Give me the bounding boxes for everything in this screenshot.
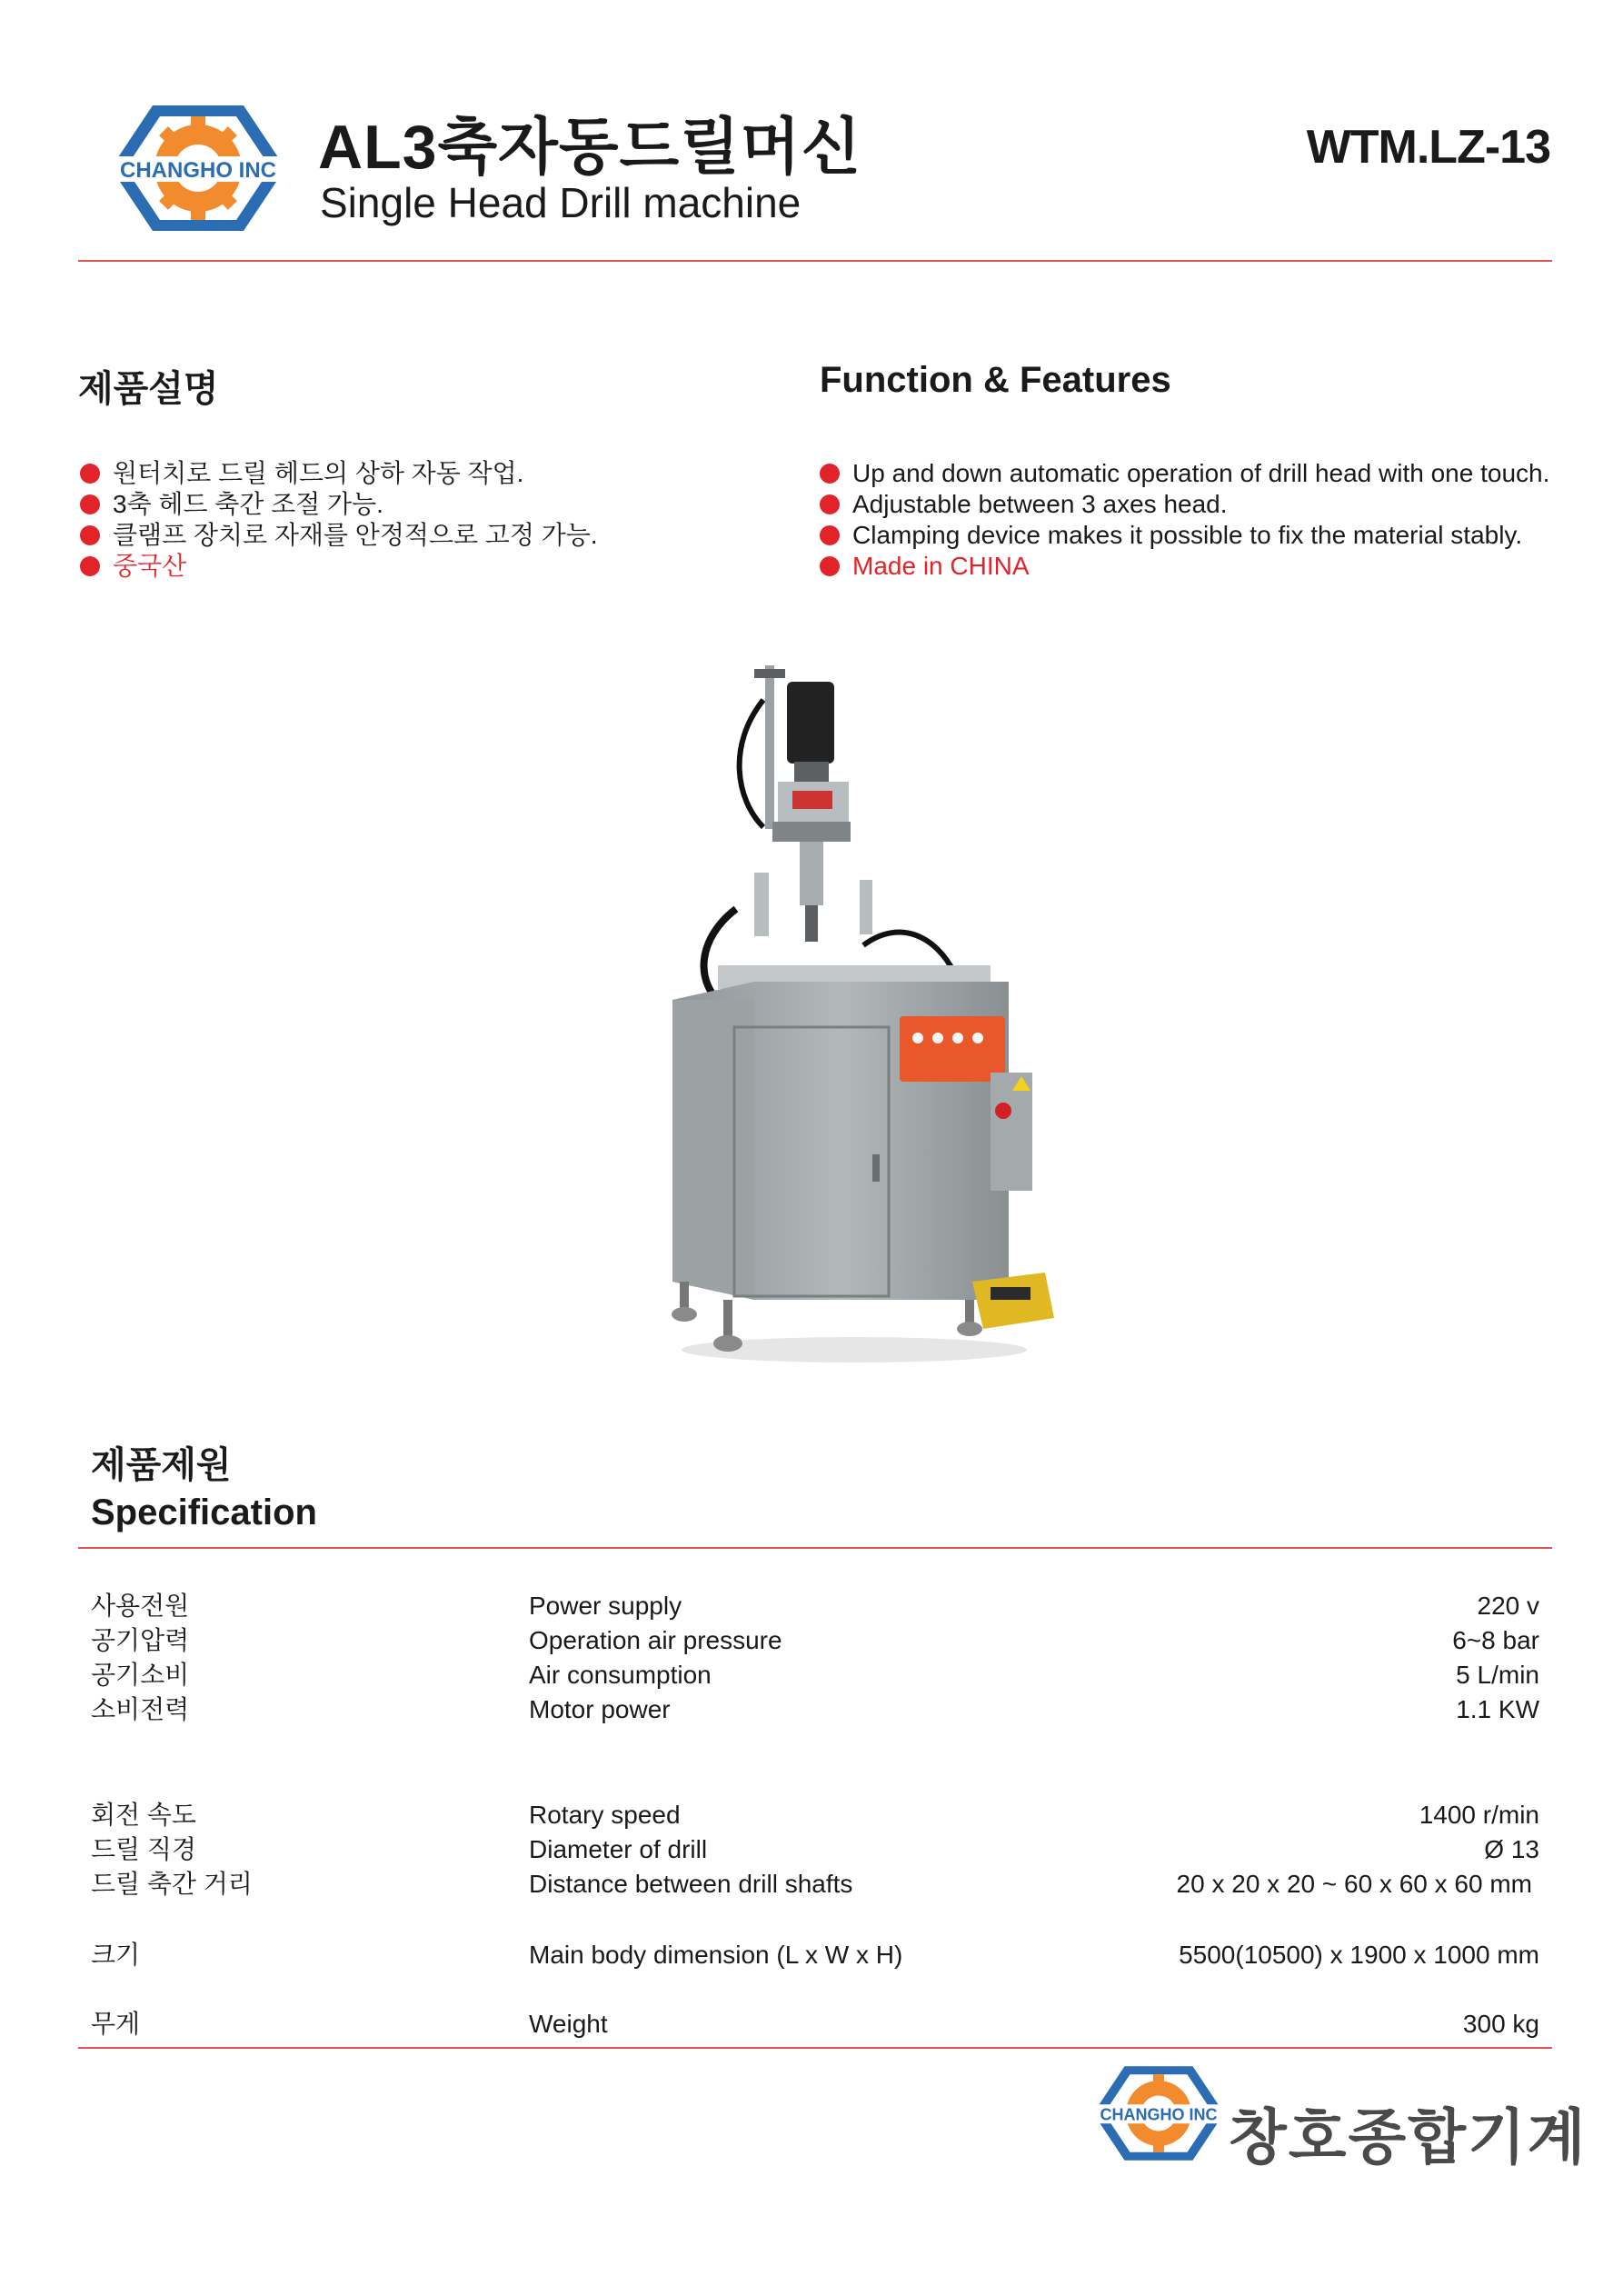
- header-divider: [78, 260, 1552, 262]
- footer-changho-logo: [1090, 2063, 1227, 2163]
- spec-row-power-supply: 사용전원 Power supply 220 v: [91, 1592, 1539, 1620]
- description-heading-en: Function & Features: [820, 360, 1171, 400]
- spec-heading: [91, 1442, 317, 1536]
- spec-heading-en: Specification: [91, 1492, 317, 1532]
- feature-item-origin: 중국산: [80, 551, 752, 582]
- feature-item: Adjustable between 3 axes head.: [820, 489, 1583, 520]
- model-number: WTM.LZ-13: [1306, 121, 1550, 174]
- spec-row-motor-power: 소비전력 Motor power 1.1 KW: [91, 1695, 1539, 1723]
- bullet-dot-icon: [820, 525, 840, 545]
- bullet-dot-icon: [820, 464, 840, 484]
- logo-text: CHANGHO INC: [120, 158, 276, 183]
- feature-item: Up and down automatic operation of drill head with one touch.: [820, 458, 1583, 489]
- changho-logo: [107, 102, 289, 235]
- spec-row-drill-diameter: 드릴 직경 Diameter of drill Ø 13: [91, 1835, 1539, 1863]
- drill-machine-image: [627, 645, 1063, 1373]
- features-list-ko: [80, 458, 752, 582]
- feature-item: 클램프 장치로 자재를 안정적으로 고정 가능.: [80, 520, 752, 551]
- spec-divider-bottom: [78, 2047, 1552, 2049]
- spec-row-rotary-speed: 회전 속도 Rotary speed 1400 r/min: [91, 1801, 1539, 1829]
- feature-item: Clamping device makes it possible to fix the material stably.: [820, 520, 1583, 551]
- features-list-en: [820, 458, 1583, 582]
- spec-row-dimension: 크기 Main body dimension (L x W x H) 5500(10500) x 1900 x 1000 mm: [91, 1941, 1539, 1969]
- spec-row-air-consumption: 공기소비 Air consumption 5 L/min: [91, 1661, 1539, 1689]
- bullet-dot-icon: [80, 525, 100, 545]
- spec-heading-ko: 제품제원: [91, 1445, 232, 1485]
- description-heading-ko: 제품설명: [78, 369, 219, 409]
- spec-divider-top: [78, 1547, 1552, 1549]
- page-title-en: Single Head Drill machine: [320, 179, 802, 226]
- bullet-dot-icon: [80, 464, 100, 484]
- feature-item: 3축 헤드 축간 조절 가능.: [80, 489, 752, 520]
- bullet-dot-icon: [820, 556, 840, 576]
- page-title-ko: AL3축자동드릴머신: [318, 113, 862, 182]
- spec-row-air-pressure: 공기압력 Operation air pressure 6~8 bar: [91, 1626, 1539, 1654]
- bullet-dot-icon: [80, 556, 100, 576]
- footer-brand-name: 창호종합기계: [1229, 2103, 1588, 2171]
- bullet-dot-icon: [80, 494, 100, 514]
- feature-item: 원터치로 드릴 헤드의 상하 자동 작업.: [80, 458, 752, 489]
- feature-item-origin: Made in CHINA: [820, 551, 1583, 582]
- spec-row-weight: 무게 Weight 300 kg: [91, 2010, 1539, 2038]
- spec-row-shaft-distance: 드릴 축간 거리 Distance between drill shafts 20 x 20 x 20 ~ 60 x 60 x 60 mm: [91, 1870, 1532, 1898]
- bullet-dot-icon: [820, 494, 840, 514]
- footer-logo-text: CHANGHO INC: [1100, 2105, 1218, 2124]
